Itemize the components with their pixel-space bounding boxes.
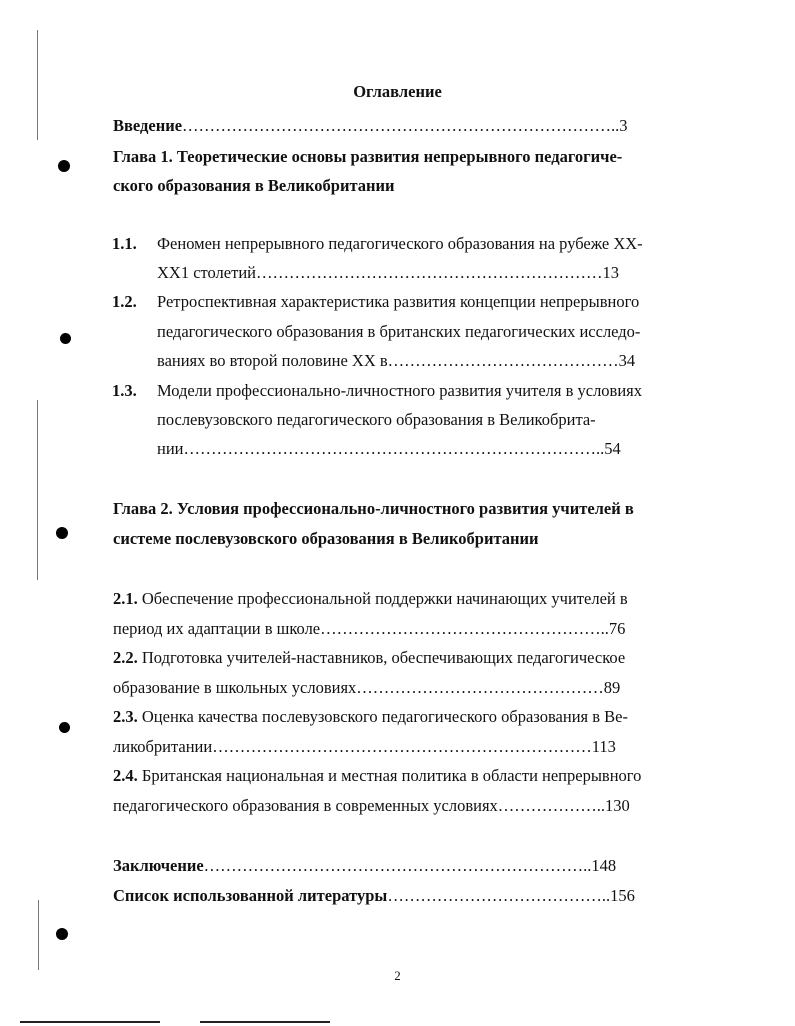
section-2-1-line: [113, 589, 628, 609]
section-1-2-line: педагогического образования в британских педагогических исследо-: [157, 322, 641, 341]
scan-bottom-line: [200, 1021, 330, 1023]
entry-label: Список использованной литературы: [113, 886, 388, 905]
chapter-1-heading: Глава 1. Теоретические основы развития непрерывного педагогиче-: [113, 147, 623, 166]
section-title: Оценка качества послевузовского педагогического образования в Ве-: [137, 707, 628, 726]
scan-margin-line: [37, 400, 38, 580]
section-1-2-line: ваниях во второй половине XX в……………………………………34: [157, 351, 636, 370]
entry-label: Заключение: [113, 856, 204, 875]
section-number: 1.3.: [112, 381, 137, 400]
section-2-1-line: период их адаптации в школе……………………………………………..76: [113, 619, 626, 638]
section-number: 2.3.: [113, 707, 138, 726]
page-number: 2: [394, 968, 401, 983]
scan-margin-line: [38, 900, 39, 970]
section-number: 2.2.: [113, 648, 138, 667]
section-title: Обеспечение профессиональной поддержки начинающих учителей в: [137, 589, 628, 608]
entry-page: 148: [591, 856, 617, 875]
section-2-2-line: [113, 648, 625, 668]
section-2-4-line: [113, 766, 641, 786]
entry-page: 156: [610, 886, 635, 905]
section-2-3-line: ликобритании……………………………………………………………113: [113, 737, 616, 756]
toc-title: Оглавление: [353, 82, 442, 101]
entry-leader: …………………………………..: [387, 886, 611, 905]
section-title: Подготовка учителей-наставников, обеспечивающих педагогическое: [137, 648, 626, 667]
chapter-2-heading: Глава 2. Условия профессионально-личностного развития учителей в: [113, 499, 634, 518]
scan-bottom-line: [20, 1021, 160, 1023]
toc-entry-conclusion: [113, 856, 616, 876]
section-number: 2.1.: [113, 589, 138, 608]
binder-hole-mark: [59, 722, 70, 733]
section-number: 1.2.: [112, 292, 137, 311]
section-1-1-line: Феномен непрерывного педагогического образования на рубеже XX-: [157, 234, 643, 253]
section-number: 2.4.: [113, 766, 138, 785]
binder-hole-mark: [58, 160, 70, 172]
binder-hole-mark: [56, 928, 68, 940]
chapter-1-heading-cont: ского образования в Великобритании: [113, 176, 395, 195]
section-1-3-line: нии…………………………………………………………………..54: [157, 439, 621, 458]
section-1-3-line: послевузовского педагогического образования в Великобрита-: [157, 410, 596, 429]
entry-page: 3: [619, 116, 628, 135]
section-2-2-line: образование в школьных условиях………………………………………89: [113, 678, 621, 697]
toc-entry-references: [113, 886, 635, 906]
binder-hole-mark: [60, 333, 71, 344]
section-title: Британская национальная и местная политика в области непрерывного: [137, 766, 642, 785]
entry-leader: ……………………………………………………………..: [203, 856, 592, 875]
toc-entry-introduction: [113, 116, 628, 136]
section-number: 1.1.: [112, 234, 137, 253]
binder-hole-mark: [56, 527, 68, 539]
entry-leader: ……………………………………………………………………..: [182, 116, 620, 135]
entry-label: Введение: [113, 116, 183, 135]
section-1-2-line: Ретроспективная характеристика развития концепции непрерывного: [157, 292, 640, 311]
section-2-4-line: педагогического образования в современных условиях………………..130: [113, 796, 630, 815]
section-1-1-line: XX1 столетий………………………………………………………13: [157, 263, 619, 282]
chapter-2-heading-cont: системе послевузовского образования в Великобритании: [113, 529, 539, 548]
section-2-3-line: [113, 707, 628, 727]
section-1-3-line: Модели профессионально-личностного развития учителя в условиях: [157, 381, 643, 400]
